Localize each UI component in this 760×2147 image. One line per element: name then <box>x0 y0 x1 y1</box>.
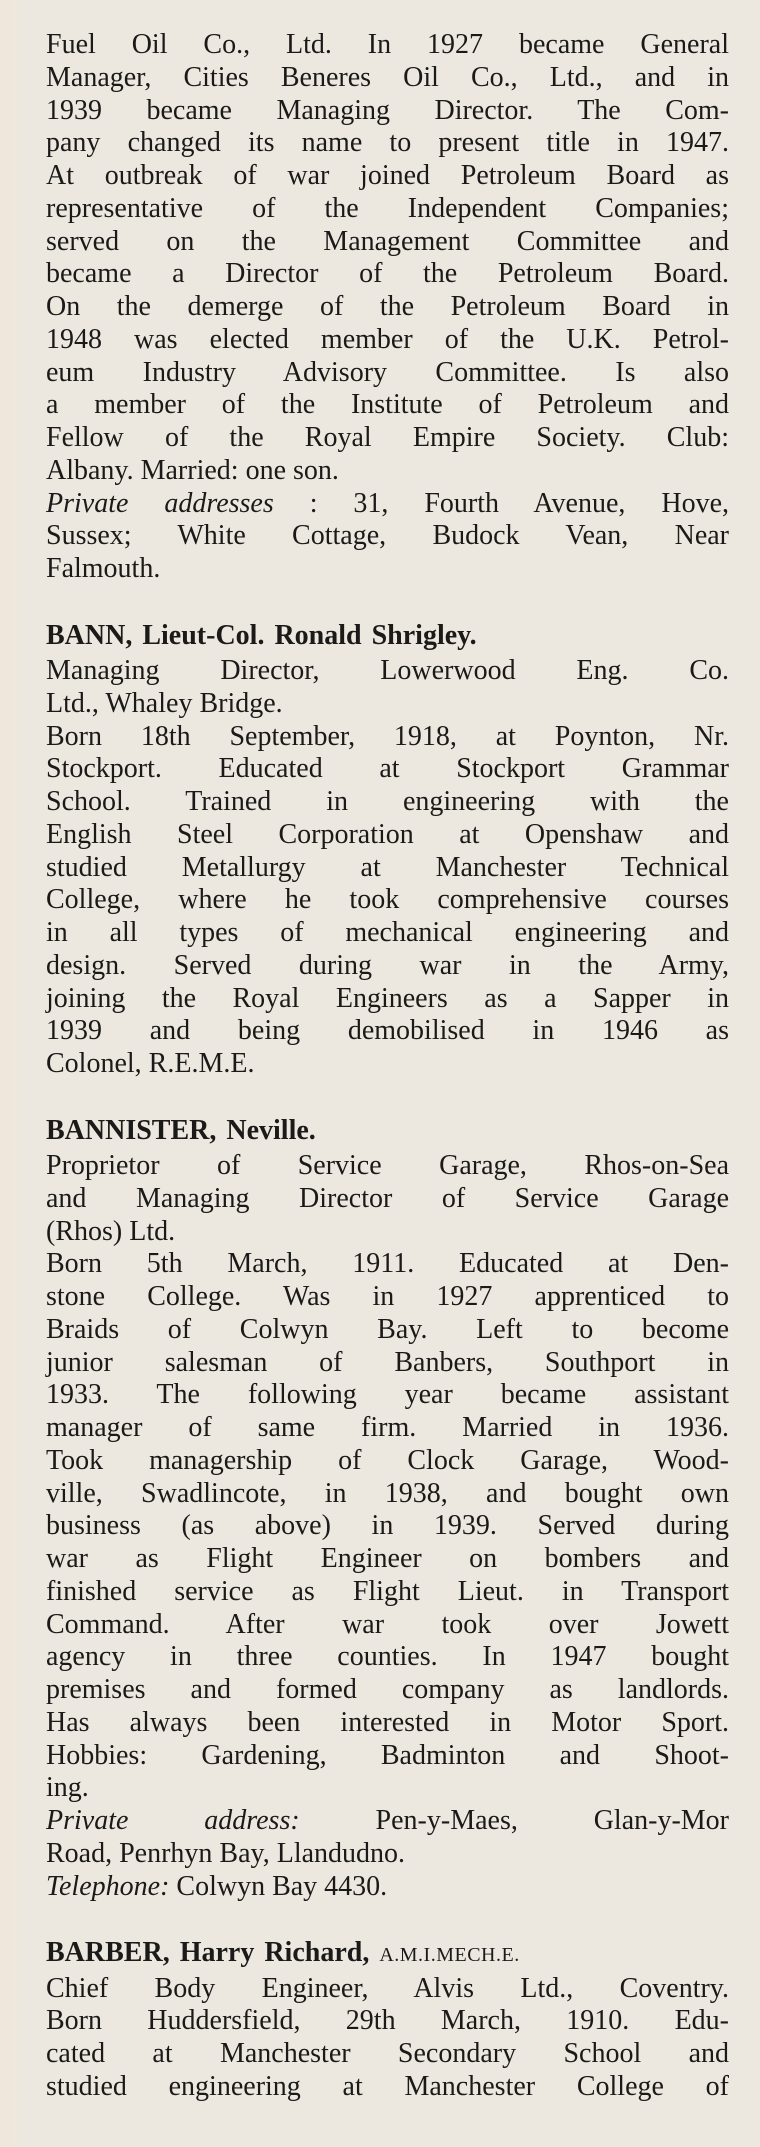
line-text: Hobbies: Gardening, Badminton and Shoot- <box>46 1739 729 1771</box>
line-text: agency in three counties. In 1947 bought <box>46 1641 729 1673</box>
line-text: business (as above) in 1939. Served during <box>46 1510 729 1542</box>
entry-name: BARBER, Harry Richard, <box>46 1937 370 1969</box>
text-line <box>46 786 729 819</box>
line-text: 1939 became Managing Director. The Com- <box>46 94 729 126</box>
text-line <box>46 1871 729 1904</box>
line-text: 1948 was elected member of the U.K. Petrol- <box>46 323 729 355</box>
text-line <box>46 2071 729 2104</box>
line-text: Managing Director, Lowerwood Eng. Co. <box>46 655 729 686</box>
line-text: Falmouth. <box>46 553 161 584</box>
line-text: College, where he took comprehensive courses <box>46 884 729 916</box>
text-line <box>46 819 729 852</box>
line-text: Albany. Married: one son. <box>46 454 339 486</box>
text-line <box>46 1347 729 1380</box>
line-text: joining the Royal Engineers as a Sapper in <box>46 982 729 1014</box>
text-line <box>46 1609 729 1642</box>
text-line <box>46 62 729 95</box>
text-line <box>46 753 729 786</box>
text-line <box>46 1248 729 1281</box>
line-text: Born 5th March, 1911. Educated at Den- <box>46 1248 729 1280</box>
line-text: studied engineering at Manchester College of <box>46 2070 729 2102</box>
line-text: Has always been interested in Motor Sport. <box>46 1706 729 1738</box>
text-line <box>46 1216 729 1249</box>
text-line <box>46 1048 729 1081</box>
text-line <box>46 193 729 226</box>
line-text: Colonel, R.E.M.E. <box>46 1048 255 1079</box>
line-text: Manager, Cities Beneres Oil Co., Ltd., and in <box>46 61 729 93</box>
line-text: premises and formed company as landlords. <box>46 1674 729 1705</box>
text-line <box>46 917 729 950</box>
text-line <box>46 258 729 291</box>
directory-entry <box>46 1115 729 1904</box>
line-text: Stockport. Educated at Stockport Grammar <box>46 753 729 785</box>
line-text: became a Director of the Petroleum Board. <box>46 258 729 290</box>
entry-heading <box>46 620 729 653</box>
text-line <box>46 488 729 521</box>
text-line <box>46 721 729 754</box>
text-line <box>46 226 729 259</box>
line-text: design. Served during war in the Army, <box>46 949 729 981</box>
line-text: Fellow of the Royal Empire Society. Club: <box>46 422 729 453</box>
line-text: Sussex; White Cottage, Budock Vean, Near <box>46 520 729 552</box>
line-text: ing. <box>46 1772 89 1804</box>
text-line <box>46 1412 729 1445</box>
text-line <box>46 2005 729 2038</box>
text-line <box>46 1015 729 1048</box>
text-line <box>46 1445 729 1478</box>
line-text: a member of the Institute of Petroleum and <box>46 389 729 421</box>
line-text: manager of same firm. Married in 1936. <box>46 1412 729 1443</box>
line-text: Born Huddersfield, 29th March, 1910. Edu- <box>46 2005 729 2037</box>
text-line <box>46 884 729 917</box>
line-text: served on the Management Committee and <box>46 225 729 257</box>
line-text: junior salesman of Banbers, Southport in <box>46 1346 729 1378</box>
text-line <box>46 950 729 983</box>
line-text: Chief Body Engineer, Alvis Ltd., Coventry. <box>46 1972 729 2004</box>
line-text: English Steel Corporation at Openshaw and <box>46 818 729 850</box>
text-line <box>46 2038 729 2071</box>
text-line <box>46 1183 729 1216</box>
entry-name: BANNISTER, Neville. <box>46 1114 316 1146</box>
text-line <box>46 1805 729 1838</box>
text-line <box>46 1510 729 1543</box>
entry-qualification: A.M.I.MECH.E. <box>379 1944 520 1967</box>
line-text: studied Metallurgy at Manchester Technical <box>46 851 729 883</box>
text-line <box>46 1674 729 1707</box>
directory-column <box>46 29 729 2104</box>
text-line <box>46 688 729 721</box>
italic-label: Telephone: <box>46 1870 170 1902</box>
text-line <box>46 1838 729 1871</box>
line-text: On the demerge of the Petroleum Board in <box>46 291 729 322</box>
line-text: Fuel Oil Co., Ltd. In 1927 became General <box>46 29 729 60</box>
entry-continuation <box>46 29 729 586</box>
text-line <box>46 1150 729 1183</box>
text-line <box>46 1478 729 1511</box>
line-text: At outbreak of war joined Petroleum Board as <box>46 160 729 191</box>
italic-label: Private addresses <box>46 487 274 519</box>
text-line <box>46 324 729 357</box>
text-line <box>46 1973 729 2006</box>
line-text: Braids of Colwyn Bay. Left to become <box>46 1313 729 1345</box>
line-text: ville, Swadlincote, in 1938, and bought own <box>46 1477 729 1509</box>
text-line <box>46 553 729 586</box>
text-line <box>46 160 729 193</box>
entry-name: BANN, Lieut-Col. Ronald Shrigley. <box>46 619 477 651</box>
line-text: finished service as Flight Lieut. in Transport <box>46 1575 729 1607</box>
line-text: cated at Manchester Secondary School and <box>46 2038 729 2069</box>
line-text: pany changed its name to present title in 1947. <box>46 127 729 159</box>
line-text: Born 18th September, 1918, at Poynton, Nr. <box>46 720 729 752</box>
line-text: School. Trained in engineering with the <box>46 786 729 817</box>
text-line <box>46 655 729 688</box>
line-text: (Rhos) Ltd. <box>46 1215 176 1247</box>
text-line <box>46 29 729 62</box>
directory-entry <box>46 620 729 1081</box>
line-text: representative of the Independent Companies; <box>46 192 729 224</box>
text-line <box>46 1772 729 1805</box>
entry-heading <box>46 1937 729 1970</box>
line-text: Colwyn Bay 4430. <box>169 1870 388 1902</box>
line-text: war as Flight Engineer on bombers and <box>46 1543 729 1574</box>
italic-label: Private address: <box>46 1805 300 1836</box>
line-text: Proprietor of Service Garage, Rhos-on-Sea <box>46 1150 729 1181</box>
line-text: Road, Penrhyn Bay, Llandudno. <box>46 1837 406 1869</box>
line-text: in all types of mechanical engineering and <box>46 917 729 948</box>
line-text: stone College. Was in 1927 apprenticed to <box>46 1281 729 1312</box>
text-line <box>46 1641 729 1674</box>
text-line <box>46 455 729 488</box>
line-text: Pen-y-Maes, Glan-y-Mor <box>299 1805 729 1836</box>
directory-entry <box>46 1937 729 2103</box>
line-text: 1939 and being demobilised in 1946 as <box>46 1015 729 1047</box>
text-line <box>46 983 729 1016</box>
line-text: : 31, Fourth Avenue, Hove, <box>273 487 729 519</box>
text-line <box>46 357 729 390</box>
line-text: eum Industry Advisory Committee. Is also <box>46 356 729 388</box>
text-line <box>46 1379 729 1412</box>
text-line <box>46 422 729 455</box>
line-text: Took managership of Clock Garage, Wood- <box>46 1444 729 1476</box>
entry-heading <box>46 1115 729 1148</box>
text-line <box>46 127 729 160</box>
text-line <box>46 389 729 422</box>
text-line <box>46 1740 729 1773</box>
text-line <box>46 1543 729 1576</box>
text-line <box>46 1707 729 1740</box>
line-text: 1933. The following year became assistant <box>46 1379 729 1411</box>
text-line <box>46 291 729 324</box>
text-line <box>46 1281 729 1314</box>
line-text: Command. After war took over Jowett <box>46 1608 729 1640</box>
text-line <box>46 520 729 553</box>
text-line <box>46 852 729 885</box>
text-line <box>46 1576 729 1609</box>
line-text: Ltd., Whaley Bridge. <box>46 687 283 719</box>
line-text: and Managing Director of Service Garage <box>46 1182 729 1214</box>
text-line <box>46 95 729 128</box>
page-edge-tint <box>0 0 30 2147</box>
text-line <box>46 1314 729 1347</box>
